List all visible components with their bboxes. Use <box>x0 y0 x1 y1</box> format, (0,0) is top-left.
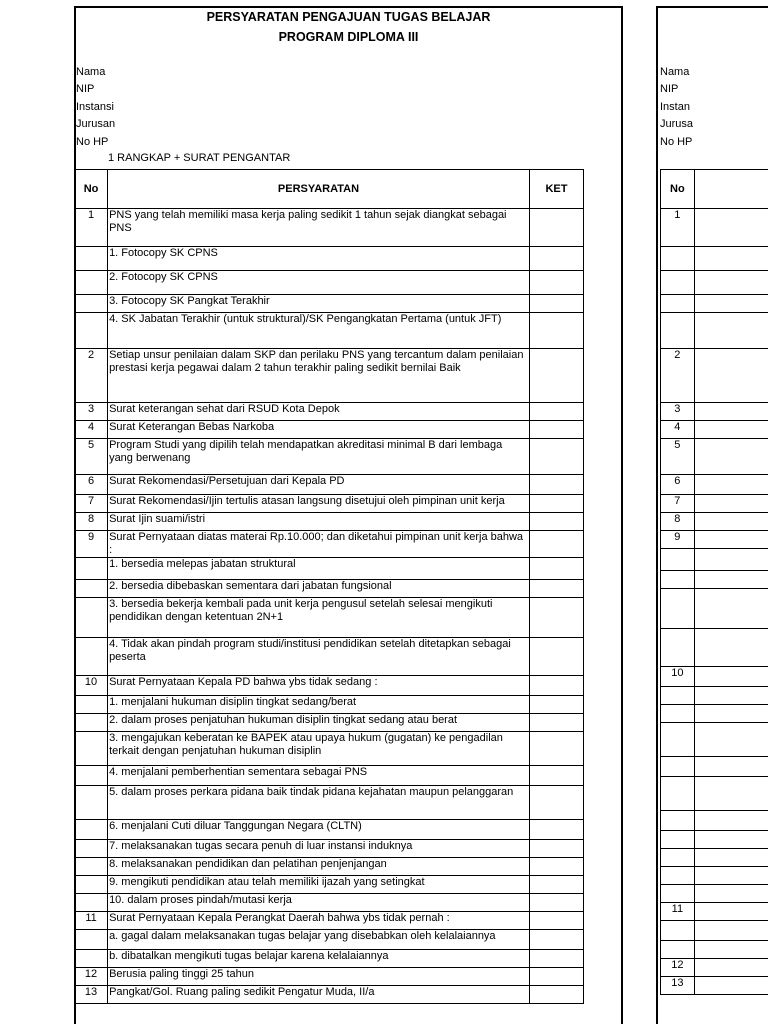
row-ket-cell[interactable] <box>529 439 583 475</box>
row-requirement-right-cropped <box>694 295 768 313</box>
table-row-right <box>661 941 768 959</box>
field-nip-right: NIP <box>660 83 679 95</box>
row-requirement: Surat Rekomendasi/Persetujuan dari Kepala PD <box>108 475 530 495</box>
field-nama-right: Nama <box>660 66 690 78</box>
row-requirement-right-cropped <box>694 941 768 959</box>
table-row-right <box>661 295 768 313</box>
row-ket-cell[interactable] <box>529 950 583 968</box>
table-row <box>75 840 584 858</box>
row-requirement: 2. Fotocopy SK CPNS <box>108 271 530 295</box>
row-number-right: 5 <box>661 439 695 475</box>
table-row <box>75 876 584 894</box>
table-row-right <box>661 439 768 475</box>
row-number <box>75 714 108 732</box>
row-requirement: 5. dalam proses perkara pidana baik tindak pidana kejahatan maupun pelanggaran <box>108 786 530 820</box>
row-number-right: 13 <box>661 977 695 995</box>
row-ket-cell[interactable] <box>529 696 583 714</box>
row-number-right <box>661 885 695 903</box>
row-ket-cell[interactable] <box>529 598 583 638</box>
row-requirement: Surat keterangan sehat dari RSUD Kota Depok <box>108 403 530 421</box>
row-number <box>75 820 108 840</box>
row-ket-cell[interactable] <box>529 986 583 1004</box>
header-no: No <box>75 170 108 209</box>
row-number <box>75 271 108 295</box>
table-row-right <box>661 313 768 349</box>
row-ket-cell[interactable] <box>529 209 583 247</box>
row-number-right: 6 <box>661 475 695 495</box>
table-row <box>75 638 584 676</box>
field-nama: Nama <box>76 66 106 78</box>
row-number-right <box>661 571 695 589</box>
table-row-right <box>661 495 768 513</box>
table-row <box>75 439 584 475</box>
row-number: 2 <box>75 349 108 403</box>
row-number-right: 1 <box>661 209 695 247</box>
table-row-right <box>661 531 768 549</box>
row-number <box>75 930 108 950</box>
table-row-right <box>661 723 768 757</box>
row-number-right: 9 <box>661 531 695 549</box>
table-header-row <box>75 170 584 209</box>
row-requirement: 1. menjalani hukuman disiplin tingkat sedang/berat <box>108 696 530 714</box>
table-header-row-right <box>661 170 768 209</box>
row-ket-cell[interactable] <box>529 820 583 840</box>
row-number-right <box>661 247 695 271</box>
header-persyaratan: PERSYARATAN <box>108 170 530 209</box>
row-ket-cell[interactable] <box>529 858 583 876</box>
row-requirement: 6. menjalani Cuti diluar Tanggungan Negara (CLTN) <box>108 820 530 840</box>
row-number-right: 8 <box>661 513 695 531</box>
row-number-right <box>661 757 695 777</box>
table-row-right <box>661 705 768 723</box>
duplicate-requirements-table <box>660 169 768 995</box>
row-requirement: 3. mengajukan keberatan ke BAPEK atau upaya hukum (gugatan) ke pengadilan terkait dengan penjatuhan hukuman disiplin <box>108 732 530 766</box>
row-requirement: 9. mengikuti pendidikan atau telah memiliki ijazah yang setingkat <box>108 876 530 894</box>
row-requirement: 2. dalam proses penjatuhan hukuman disiplin tingkat sedang atau berat <box>108 714 530 732</box>
table-row <box>75 912 584 930</box>
table-row <box>75 820 584 840</box>
table-row-right <box>661 811 768 831</box>
row-ket-cell[interactable] <box>529 968 583 986</box>
field-instansi-right: Instan <box>660 101 690 113</box>
row-number-right <box>661 589 695 629</box>
table-row-right <box>661 629 768 667</box>
table-row-right <box>661 209 768 247</box>
row-requirement: 4. menjalani pemberhentian sementara sebagai PNS <box>108 766 530 786</box>
row-number: 1 <box>75 209 108 247</box>
row-requirement: Surat Pernyataan Kepala PD bahwa ybs tidak sedang : <box>108 676 530 696</box>
table-row <box>75 950 584 968</box>
table-row <box>75 209 584 247</box>
row-number-right: 3 <box>661 403 695 421</box>
field-jurusan: Jurusan <box>76 118 116 130</box>
row-number-right <box>661 921 695 941</box>
table-row <box>75 894 584 912</box>
requirements-table <box>74 169 584 1004</box>
table-row <box>75 858 584 876</box>
row-number-right <box>661 831 695 849</box>
row-requirement-right-cropped <box>694 831 768 849</box>
row-requirement: Surat Pernyataan Kepala Perangkat Daerah bahwa ybs tidak pernah : <box>108 912 530 930</box>
row-number <box>75 598 108 638</box>
row-requirement: Setiap unsur penilaian dalam SKP dan perilaku PNS yang tercantum dalam penilaian prestasi kerja pegawai dalam 2 tahun terakhir paling sedikit bernilai Baik <box>108 349 530 403</box>
row-requirement: Berusia paling tinggi 25 tahun <box>108 968 530 986</box>
rangkap-note: 1 RANGKAP + SURAT PENGANTAR <box>108 152 291 164</box>
row-number: 8 <box>75 513 108 531</box>
row-number-right: 2 <box>661 349 695 403</box>
row-ket-cell[interactable] <box>529 475 583 495</box>
row-number: 7 <box>75 495 108 513</box>
table-row-right <box>661 271 768 295</box>
table-row-right <box>661 687 768 705</box>
row-number: 4 <box>75 421 108 439</box>
field-nohp-right: No HP <box>660 136 693 148</box>
row-number-right <box>661 687 695 705</box>
table-row <box>75 349 584 403</box>
row-requirement: 8. melaksanakan pendidikan dan pelatihan penjenjangan <box>108 858 530 876</box>
table-row <box>75 714 584 732</box>
row-ket-cell[interactable] <box>529 271 583 295</box>
table-row <box>75 403 584 421</box>
row-number <box>75 894 108 912</box>
row-requirement-right-cropped <box>694 705 768 723</box>
row-number-right <box>661 723 695 757</box>
row-number <box>75 732 108 766</box>
row-number <box>75 313 108 349</box>
row-ket-cell[interactable] <box>529 313 583 349</box>
row-number-right <box>661 271 695 295</box>
row-requirement: Surat Pernyataan diatas materai Rp.10.000; dan diketahui pimpinan unit kerja bahwa : <box>108 531 530 558</box>
header-ket: KET <box>529 170 583 209</box>
table-row <box>75 968 584 986</box>
row-requirement-right-cropped <box>694 421 768 439</box>
row-number-right <box>661 777 695 811</box>
row-number: 12 <box>75 968 108 986</box>
form-subtitle: PROGRAM DIPLOMA III <box>278 30 419 44</box>
row-ket-cell[interactable] <box>529 513 583 531</box>
form-title: PERSYARATAN PENGAJUAN TUGAS BELAJAR <box>206 10 491 24</box>
table-row <box>75 696 584 714</box>
row-requirement-right-cropped <box>694 513 768 531</box>
table-row-right <box>661 513 768 531</box>
row-number-right: 10 <box>661 667 695 687</box>
row-ket-cell[interactable] <box>529 840 583 858</box>
table-row-right <box>661 667 768 687</box>
row-number <box>75 558 108 580</box>
field-instansi: Instansi <box>76 101 114 113</box>
row-number-right: 12 <box>661 959 695 977</box>
row-number-right <box>661 295 695 313</box>
table-row <box>75 930 584 950</box>
row-requirement: 4. SK Jabatan Terakhir (untuk struktural)/SK Pengangkatan Pertama (untuk JFT) <box>108 313 530 349</box>
table-row-right <box>661 849 768 867</box>
row-requirement: 1. bersedia melepas jabatan struktural <box>108 558 530 580</box>
row-number <box>75 840 108 858</box>
row-requirement-right-cropped <box>694 571 768 589</box>
row-number: 6 <box>75 475 108 495</box>
table-row-right <box>661 349 768 403</box>
table-row <box>75 786 584 820</box>
row-requirement-right-cropped <box>694 313 768 349</box>
row-number <box>75 786 108 820</box>
row-requirement-right-cropped <box>694 811 768 831</box>
row-number-right: 7 <box>661 495 695 513</box>
row-ket-cell[interactable] <box>529 732 583 766</box>
row-ket-cell[interactable] <box>529 421 583 439</box>
row-number <box>75 638 108 676</box>
row-requirement-right-cropped <box>694 723 768 757</box>
row-requirement-right-cropped <box>694 849 768 867</box>
row-number <box>75 766 108 786</box>
row-number <box>75 580 108 598</box>
row-number: 3 <box>75 403 108 421</box>
field-nip: NIP <box>76 83 95 95</box>
row-number-right <box>661 941 695 959</box>
table-row <box>75 313 584 349</box>
row-requirement-right-cropped <box>694 531 768 549</box>
table-row-right <box>661 421 768 439</box>
row-requirement: 10. dalam proses pindah/mutasi kerja <box>108 894 530 912</box>
row-requirement: 3. bersedia bekerja kembali pada unit kerja pengusul setelah selesai mengikuti pendidikan dengan ketentuan 2N+1 <box>108 598 530 638</box>
row-number-right <box>661 705 695 723</box>
row-requirement-right-cropped <box>694 977 768 995</box>
table-row-right <box>661 977 768 995</box>
row-requirement: Program Studi yang dipilih telah mendapatkan akreditasi minimal B dari lembaga yang berwenang <box>108 439 530 475</box>
row-ket-cell[interactable] <box>529 295 583 313</box>
header-persyaratan-right-cropped <box>694 170 768 209</box>
row-requirement: Pangkat/Gol. Ruang paling sedikit Pengatur Muda, II/a <box>108 986 530 1004</box>
table-row-right <box>661 549 768 571</box>
table-row-right <box>661 831 768 849</box>
table-row-right <box>661 867 768 885</box>
row-number-right: 11 <box>661 903 695 921</box>
row-number <box>75 295 108 313</box>
row-number-right: 4 <box>661 421 695 439</box>
row-number <box>75 247 108 271</box>
row-requirement-right-cropped <box>694 867 768 885</box>
row-requirement: Surat Ijin suami/istri <box>108 513 530 531</box>
row-number <box>75 950 108 968</box>
table-row <box>75 495 584 513</box>
table-row <box>75 558 584 580</box>
row-requirement-right-cropped <box>694 921 768 941</box>
row-requirement-right-cropped <box>694 247 768 271</box>
row-ket-cell[interactable] <box>529 580 583 598</box>
row-requirement: b. dibatalkan mengikuti tugas belajar karena kelalaiannya <box>108 950 530 968</box>
table-row-right <box>661 571 768 589</box>
row-ket-cell[interactable] <box>529 247 583 271</box>
row-requirement: 1. Fotocopy SK CPNS <box>108 247 530 271</box>
row-requirement: PNS yang telah memiliki masa kerja paling sedikit 1 tahun sejak diangkat sebagai PNS <box>108 209 530 247</box>
row-number <box>75 858 108 876</box>
row-requirement: Surat Rekomendasi/Ijin tertulis atasan langsung disetujui oleh pimpinan unit kerja <box>108 495 530 513</box>
row-requirement: 4. Tidak akan pindah program studi/institusi pendidikan setelah ditetapkan sebagai peserta <box>108 638 530 676</box>
table-row-right <box>661 903 768 921</box>
table-row <box>75 271 584 295</box>
row-requirement: 3. Fotocopy SK Pangkat Terakhir <box>108 295 530 313</box>
row-ket-cell[interactable] <box>529 495 583 513</box>
table-row <box>75 531 584 558</box>
row-number: 13 <box>75 986 108 1004</box>
row-requirement-right-cropped <box>694 777 768 811</box>
row-requirement-right-cropped <box>694 589 768 629</box>
row-ket-cell[interactable] <box>529 894 583 912</box>
table-row-right <box>661 247 768 271</box>
row-requirement: a. gagal dalam melaksanakan tugas belajar yang disebabkan oleh kelalaiannya <box>108 930 530 950</box>
row-number <box>75 876 108 894</box>
table-row <box>75 676 584 696</box>
row-requirement-right-cropped <box>694 885 768 903</box>
row-number-right <box>661 313 695 349</box>
row-ket-cell[interactable] <box>529 349 583 403</box>
row-requirement-right-cropped <box>694 403 768 421</box>
row-number-right <box>661 549 695 571</box>
table-row <box>75 598 584 638</box>
row-number-right <box>661 849 695 867</box>
row-ket-cell[interactable] <box>529 786 583 820</box>
row-number-right <box>661 811 695 831</box>
field-jurusan-right: Jurusa <box>660 118 694 130</box>
table-row <box>75 421 584 439</box>
row-requirement: 2. bersedia dibebaskan sementara dari jabatan fungsional <box>108 580 530 598</box>
row-requirement-right-cropped <box>694 271 768 295</box>
row-ket-cell[interactable] <box>529 714 583 732</box>
row-requirement-right-cropped <box>694 903 768 921</box>
row-number-right <box>661 629 695 667</box>
table-row-right <box>661 757 768 777</box>
row-number: 10 <box>75 676 108 696</box>
table-row-right <box>661 589 768 629</box>
row-number-right <box>661 867 695 885</box>
table-row <box>75 986 584 1004</box>
table-row <box>75 475 584 495</box>
table-row <box>75 295 584 313</box>
row-requirement-right-cropped <box>694 629 768 667</box>
row-number: 9 <box>75 531 108 558</box>
row-requirement-right-cropped <box>694 349 768 403</box>
row-requirement: 7. melaksanakan tugas secara penuh di luar instansi induknya <box>108 840 530 858</box>
table-row-right <box>661 885 768 903</box>
header-no-right: No <box>661 170 695 209</box>
row-ket-cell[interactable] <box>529 531 583 558</box>
table-row <box>75 580 584 598</box>
row-ket-cell[interactable] <box>529 766 583 786</box>
row-requirement: Surat Keterangan Bebas Narkoba <box>108 421 530 439</box>
row-ket-cell[interactable] <box>529 930 583 950</box>
row-ket-cell[interactable] <box>529 558 583 580</box>
field-nohp: No HP <box>76 136 109 148</box>
row-requirement-right-cropped <box>694 667 768 687</box>
row-number: 5 <box>75 439 108 475</box>
table-row <box>75 247 584 271</box>
row-ket-cell[interactable] <box>529 403 583 421</box>
row-ket-cell[interactable] <box>529 638 583 676</box>
table-row-right <box>661 777 768 811</box>
row-requirement-right-cropped <box>694 495 768 513</box>
row-requirement-right-cropped <box>694 959 768 977</box>
row-ket-cell[interactable] <box>529 876 583 894</box>
table-row-right <box>661 475 768 495</box>
row-requirement-right-cropped <box>694 439 768 475</box>
row-ket-cell[interactable] <box>529 676 583 696</box>
row-requirement-right-cropped <box>694 209 768 247</box>
table-row-right <box>661 921 768 941</box>
table-row <box>75 513 584 531</box>
row-requirement-right-cropped <box>694 687 768 705</box>
row-number <box>75 696 108 714</box>
row-requirement-right-cropped <box>694 475 768 495</box>
table-row <box>75 732 584 766</box>
row-number: 11 <box>75 912 108 930</box>
table-row-right <box>661 403 768 421</box>
table-row-right <box>661 959 768 977</box>
table-row <box>75 766 584 786</box>
row-requirement-right-cropped <box>694 757 768 777</box>
row-requirement-right-cropped <box>694 549 768 571</box>
row-ket-cell[interactable] <box>529 912 583 930</box>
